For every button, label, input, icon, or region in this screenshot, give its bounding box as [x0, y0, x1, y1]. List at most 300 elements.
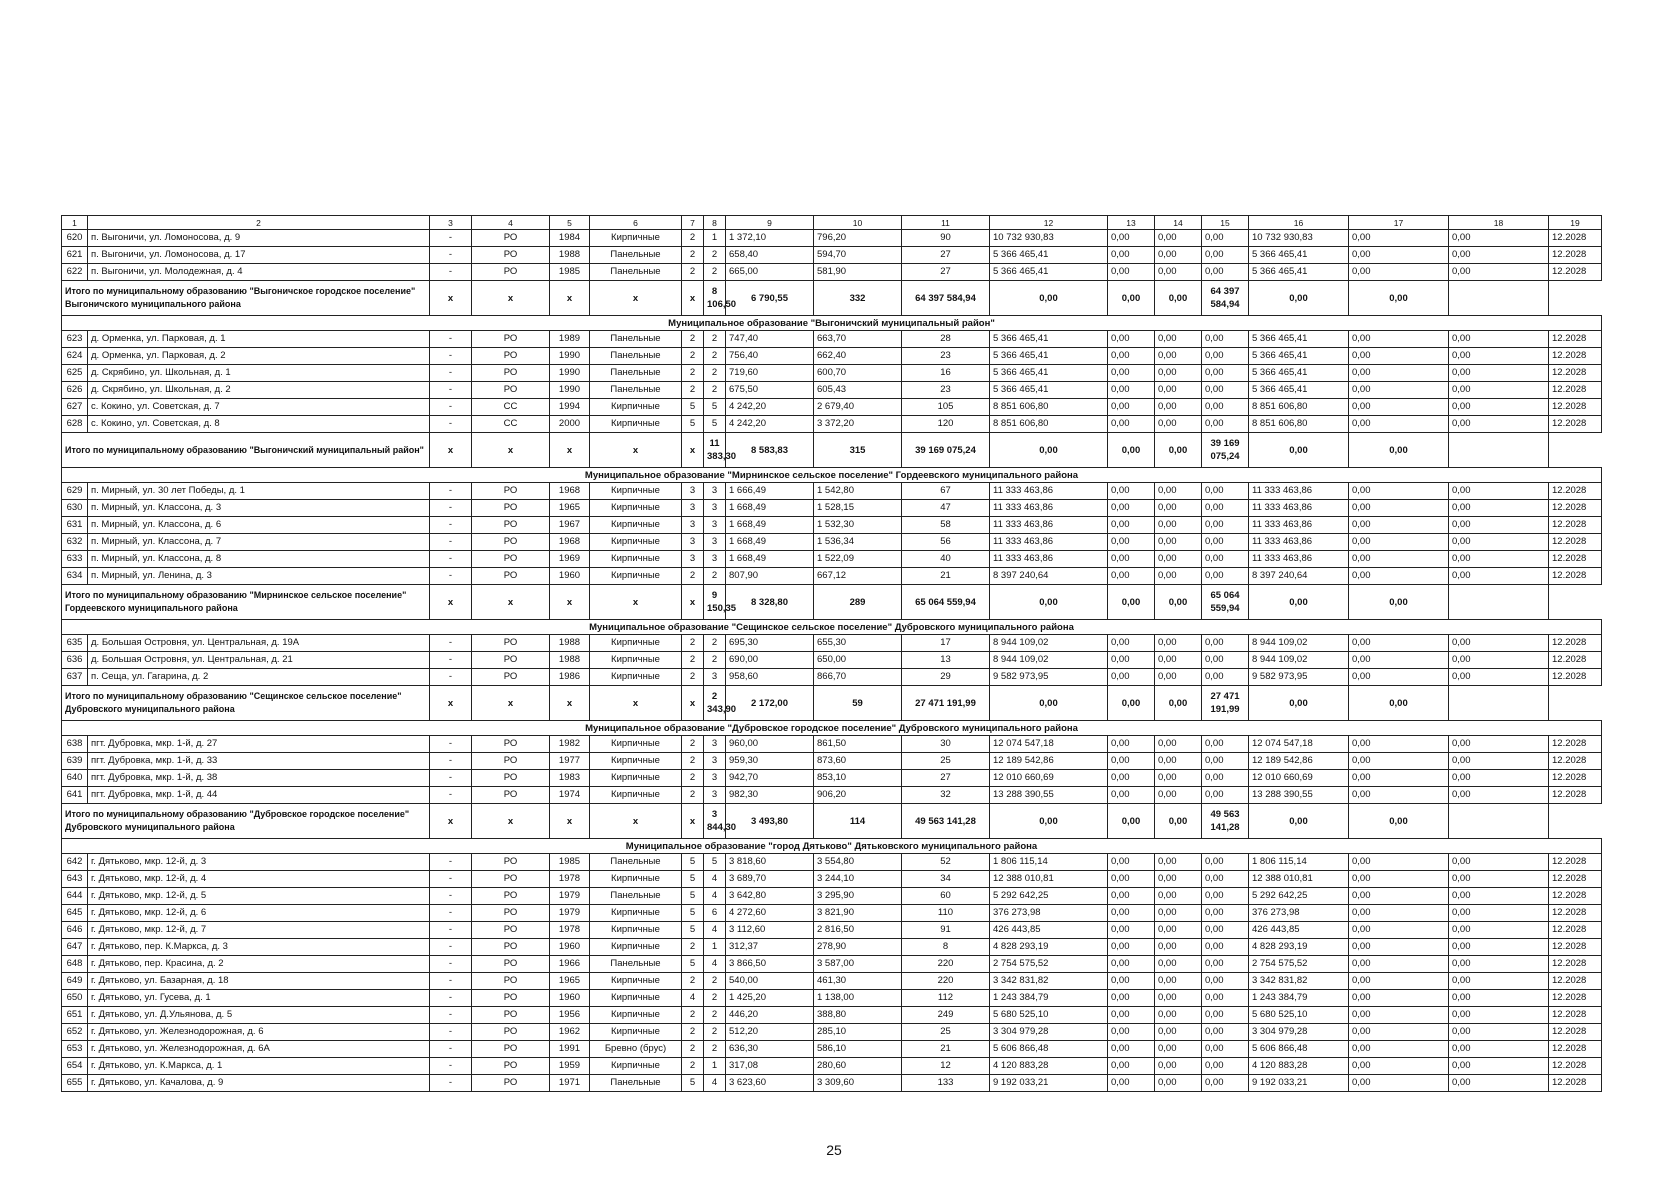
table-cell: 3 [682, 551, 704, 568]
table-cell: 512,20 [726, 1024, 814, 1041]
table-cell: 1979 [550, 888, 590, 905]
table-cell: 12.2028 [1549, 888, 1602, 905]
table-cell: 0,00 [1108, 399, 1155, 416]
table-cell: 0,00 [1202, 854, 1249, 871]
total-cell: 0,00 [1108, 585, 1155, 620]
column-number-cell: 19 [1549, 216, 1602, 230]
table-cell: 1988 [550, 652, 590, 669]
total-cell: x [590, 804, 682, 839]
table-cell: 1985 [550, 854, 590, 871]
section-title: Муниципальное образование "Сещинское сельское поселение" Дубровского муниципального района [62, 620, 1602, 635]
total-cell: 332 [814, 281, 902, 316]
table-cell: 2 [682, 973, 704, 990]
table-cell: 8 944 109,02 [1249, 635, 1349, 652]
table-cell: п. Мирный, ул. Классона, д. 3 [88, 500, 430, 517]
page-number: 25 [826, 1142, 842, 1158]
table-cell: 594,70 [814, 247, 902, 264]
table-cell: 5 [682, 956, 704, 973]
table-cell: пгт. Дубровка, мкр. 1-й, д. 38 [88, 770, 430, 787]
table-cell: - [430, 652, 472, 669]
section-title: Муниципальное образование "Мирнинское сельское поселение" Гордеевского муниципального района [62, 468, 1602, 483]
table-cell: 0,00 [1202, 517, 1249, 534]
table-cell: РО [472, 264, 550, 281]
table-cell: РО [472, 990, 550, 1007]
table-cell: 11 333 463,86 [990, 483, 1108, 500]
table-cell: 12.2028 [1549, 1024, 1602, 1041]
table-cell: 9 192 033,21 [990, 1075, 1108, 1092]
total-cell: 59 [814, 686, 902, 721]
table-cell: 461,30 [814, 973, 902, 990]
table-cell: 3 [682, 500, 704, 517]
table-cell: Кирпичные [590, 939, 682, 956]
table-cell: РО [472, 1041, 550, 1058]
table-cell: 12 388 010,81 [1249, 871, 1349, 888]
table-cell: 2 [682, 348, 704, 365]
table-cell: 2 [704, 652, 726, 669]
table-cell: 0,00 [1155, 956, 1202, 973]
table-cell: 0,00 [1449, 1075, 1549, 1092]
table-cell: 2 679,40 [814, 399, 902, 416]
table-cell: 0,00 [1108, 551, 1155, 568]
table-cell: 12.2028 [1549, 1058, 1602, 1075]
table-cell: 25 [902, 1024, 990, 1041]
total-cell: x [430, 686, 472, 721]
table-cell: 1968 [550, 534, 590, 551]
table-cell: 1982 [550, 736, 590, 753]
table-cell: 0,00 [1108, 1041, 1155, 1058]
table-cell: 0,00 [1108, 517, 1155, 534]
total-label: Итого по муниципальному образованию "Мирнинское сельское поселение" Гордеевского муниципального района [62, 585, 430, 620]
table-cell: 2 [704, 1007, 726, 1024]
table-cell: 1986 [550, 669, 590, 686]
table-cell: 0,00 [1155, 770, 1202, 787]
table-cell: 0,00 [1108, 500, 1155, 517]
table-cell: 0,00 [1349, 669, 1449, 686]
table-cell: 0,00 [1108, 753, 1155, 770]
table-cell: 5 [682, 399, 704, 416]
table-cell: 0,00 [1202, 888, 1249, 905]
table-cell: Кирпичные [590, 922, 682, 939]
table-cell: 0,00 [1108, 382, 1155, 399]
table-cell: г. Дятьково, ул. Базарная, д. 18 [88, 973, 430, 990]
table-cell: г. Дятьково, ул. Д.Ульянова, д. 5 [88, 1007, 430, 1024]
table-cell: 0,00 [1349, 483, 1449, 500]
table-cell: 2 [682, 635, 704, 652]
table-cell: 0,00 [1349, 1058, 1449, 1075]
table-cell: - [430, 1007, 472, 1024]
table-cell: 12 388 010,81 [990, 871, 1108, 888]
table-cell: 3 [682, 534, 704, 551]
table-cell: 4 272,60 [726, 905, 814, 922]
table-cell: 0,00 [1449, 635, 1549, 652]
table-cell: 12.2028 [1549, 331, 1602, 348]
table-cell: 0,00 [1349, 990, 1449, 1007]
table-cell: - [430, 888, 472, 905]
table-row [62, 973, 1602, 990]
table-cell: РО [472, 956, 550, 973]
section-title: Муниципальное образование "город Дятьково" Дятьковского муниципального района [62, 839, 1602, 854]
table-cell: - [430, 922, 472, 939]
table-cell: 0,00 [1202, 534, 1249, 551]
table-cell: - [430, 635, 472, 652]
column-number-cell: 8 [704, 216, 726, 230]
table-cell: с. Кокино, ул. Советская, д. 7 [88, 399, 430, 416]
table-cell: 8 851 606,80 [1249, 416, 1349, 433]
table-cell: 3 [704, 770, 726, 787]
table-cell: 0,00 [1155, 635, 1202, 652]
table-cell: 12.2028 [1549, 365, 1602, 382]
table-cell: 1966 [550, 956, 590, 973]
table-cell: 1 668,49 [726, 500, 814, 517]
table-cell: 629 [62, 483, 88, 500]
table-cell: 112 [902, 990, 990, 1007]
total-cell: 8 106,50 [704, 281, 726, 316]
table-cell: 0,00 [1202, 652, 1249, 669]
table-row [62, 500, 1602, 517]
table-cell: 0,00 [1202, 264, 1249, 281]
table-cell: 1 425,20 [726, 990, 814, 1007]
table-cell: 3 309,60 [814, 1075, 902, 1092]
table-cell: Кирпичные [590, 1024, 682, 1041]
total-cell: x [550, 433, 590, 468]
table-cell: 4 120 883,28 [1249, 1058, 1349, 1075]
table-cell: - [430, 1041, 472, 1058]
table-cell: 0,00 [1155, 348, 1202, 365]
total-cell: 27 471 191,99 [902, 686, 990, 721]
table-cell: 5 680 525,10 [990, 1007, 1108, 1024]
table-row [62, 888, 1602, 905]
table-cell: 32 [902, 787, 990, 804]
table-cell: 0,00 [1108, 922, 1155, 939]
table-row [62, 416, 1602, 433]
table-cell: РО [472, 905, 550, 922]
table-cell: 2 [682, 753, 704, 770]
table-cell: 625 [62, 365, 88, 382]
table-cell: - [430, 534, 472, 551]
table-cell: 3 342 831,82 [1249, 973, 1349, 990]
table-cell: 11 333 463,86 [1249, 551, 1349, 568]
table-cell: 690,00 [726, 652, 814, 669]
table-cell: 605,43 [814, 382, 902, 399]
table-cell: 3 [704, 517, 726, 534]
table-cell: 0,00 [1449, 787, 1549, 804]
table-cell: 5 [682, 1075, 704, 1092]
table-cell: 67 [902, 483, 990, 500]
table-cell: 653 [62, 1041, 88, 1058]
table-cell: 1988 [550, 247, 590, 264]
table-cell: 3 [704, 787, 726, 804]
table-cell: 2 [682, 331, 704, 348]
total-cell: 2 343,90 [704, 686, 726, 721]
table-cell: 1965 [550, 973, 590, 990]
table-cell: Кирпичные [590, 534, 682, 551]
table-cell: - [430, 669, 472, 686]
table-cell: г. Дятьково, пер. Красина, д. 2 [88, 956, 430, 973]
table-cell: - [430, 854, 472, 871]
total-row [62, 804, 1602, 839]
total-cell: 0,00 [1249, 686, 1349, 721]
table-row [62, 1075, 1602, 1092]
table-cell: 13 [902, 652, 990, 669]
table-cell: 280,60 [814, 1058, 902, 1075]
table-cell: - [430, 956, 472, 973]
table-cell: д. Орменка, ул. Парковая, д. 2 [88, 348, 430, 365]
table-cell: 655,30 [814, 635, 902, 652]
table-cell: 249 [902, 1007, 990, 1024]
table-cell: 0,00 [1349, 551, 1449, 568]
table-cell: 866,70 [814, 669, 902, 686]
table-cell: Бревно (брус) [590, 1041, 682, 1058]
table-cell: 2 [704, 1041, 726, 1058]
table-cell: - [430, 736, 472, 753]
table-cell: 9 582 973,95 [1249, 669, 1349, 686]
table-cell: РО [472, 973, 550, 990]
table-cell: - [430, 517, 472, 534]
table-cell: Кирпичные [590, 500, 682, 517]
table-cell: 0,00 [1108, 652, 1155, 669]
table-cell: РО [472, 331, 550, 348]
total-cell: x [682, 433, 704, 468]
table-cell: 0,00 [1155, 416, 1202, 433]
table-cell: 8 944 109,02 [1249, 652, 1349, 669]
table-cell: 1960 [550, 568, 590, 585]
table-cell: 0,00 [1155, 230, 1202, 247]
table-cell: 58 [902, 517, 990, 534]
table-cell: 2 [682, 1007, 704, 1024]
table-cell: 5 366 465,41 [1249, 331, 1349, 348]
table-cell: 747,40 [726, 331, 814, 348]
table-cell: 0,00 [1449, 483, 1549, 500]
table-cell: 0,00 [1349, 247, 1449, 264]
table-cell: 5 366 465,41 [990, 264, 1108, 281]
table-cell: 11 333 463,86 [990, 551, 1108, 568]
table-cell: 0,00 [1349, 365, 1449, 382]
table-cell: 2 [682, 382, 704, 399]
table-cell: 638 [62, 736, 88, 753]
table-cell: 0,00 [1349, 382, 1449, 399]
table-cell: 0,00 [1108, 736, 1155, 753]
table-cell: пгт. Дубровка, мкр. 1-й, д. 27 [88, 736, 430, 753]
table-cell: 0,00 [1108, 669, 1155, 686]
table-cell: 0,00 [1449, 905, 1549, 922]
table-cell: 637 [62, 669, 88, 686]
table-cell: 5 366 465,41 [990, 331, 1108, 348]
table-cell: п. Выгоничи, ул. Молодежная, д. 4 [88, 264, 430, 281]
total-cell: 9 150,35 [704, 585, 726, 620]
table-cell: 0,00 [1155, 534, 1202, 551]
table-row [62, 247, 1602, 264]
table-cell: 110 [902, 905, 990, 922]
total-cell: 0,00 [1155, 804, 1202, 839]
table-cell: 12.2028 [1549, 922, 1602, 939]
table-cell: 1 806 115,14 [1249, 854, 1349, 871]
column-number-cell: 4 [472, 216, 550, 230]
total-cell: 0,00 [1249, 281, 1349, 316]
table-row [62, 382, 1602, 399]
total-cell: 0,00 [1349, 585, 1449, 620]
table-cell: 0,00 [1449, 1007, 1549, 1024]
table-cell: 0,00 [1155, 1058, 1202, 1075]
table-cell: 8 944 109,02 [990, 635, 1108, 652]
table-cell: 1 666,49 [726, 483, 814, 500]
total-cell: 0,00 [1249, 433, 1349, 468]
table-cell: 0,00 [1202, 939, 1249, 956]
table-cell: 0,00 [1349, 956, 1449, 973]
table-cell: 2 [682, 939, 704, 956]
table-cell: 2 754 575,52 [990, 956, 1108, 973]
table-cell: 651 [62, 1007, 88, 1024]
table-cell: РО [472, 483, 550, 500]
section-title: Муниципальное образование "Выгоничский муниципальный район" [62, 316, 1602, 331]
table-cell: 2 [682, 652, 704, 669]
table-cell: 105 [902, 399, 990, 416]
total-cell: 0,00 [1108, 804, 1155, 839]
column-number-cell: 15 [1202, 216, 1249, 230]
table-cell: 0,00 [1155, 871, 1202, 888]
table-cell: Кирпичные [590, 1058, 682, 1075]
table-cell: 0,00 [1349, 1075, 1449, 1092]
table-cell: 3 295,90 [814, 888, 902, 905]
table-cell: 0,00 [1108, 416, 1155, 433]
total-cell: x [590, 281, 682, 316]
table-cell: 2 [682, 365, 704, 382]
table-cell: 12.2028 [1549, 787, 1602, 804]
table-cell: 2 [682, 1058, 704, 1075]
table-cell: 853,10 [814, 770, 902, 787]
table-cell: 2 [704, 1024, 726, 1041]
table-cell: 1 243 384,79 [990, 990, 1108, 1007]
column-number-cell: 2 [88, 216, 430, 230]
total-cell: x [590, 686, 682, 721]
table-cell: 60 [902, 888, 990, 905]
column-number-cell: 12 [990, 216, 1108, 230]
table-cell: 10 732 930,83 [990, 230, 1108, 247]
table-cell: 0,00 [1349, 1007, 1449, 1024]
table-cell: 376 273,98 [990, 905, 1108, 922]
table-cell: 12.2028 [1549, 905, 1602, 922]
table-cell: 665,00 [726, 264, 814, 281]
table-cell: 0,00 [1108, 871, 1155, 888]
table-row [62, 770, 1602, 787]
table-cell: 0,00 [1108, 787, 1155, 804]
table-cell: 12.2028 [1549, 483, 1602, 500]
table-cell: 9 192 033,21 [1249, 1075, 1349, 1092]
table-cell: 0,00 [1155, 939, 1202, 956]
table-cell: 0,00 [1202, 382, 1249, 399]
table-cell: 376 273,98 [1249, 905, 1349, 922]
table-cell: РО [472, 787, 550, 804]
table-cell: СС [472, 399, 550, 416]
table-cell: 11 333 463,86 [1249, 534, 1349, 551]
table-cell: 1960 [550, 939, 590, 956]
table-cell: Панельные [590, 382, 682, 399]
table-cell: Кирпичные [590, 652, 682, 669]
total-cell: 65 064 559,94 [1202, 585, 1249, 620]
total-cell: 0,00 [1108, 433, 1155, 468]
table-cell: г. Дятьково, ул. Качалова, д. 9 [88, 1075, 430, 1092]
table-cell: д. Орменка, ул. Парковая, д. 1 [88, 331, 430, 348]
table-cell: 0,00 [1108, 534, 1155, 551]
table-cell: 1 806 115,14 [990, 854, 1108, 871]
column-number-cell: 14 [1155, 216, 1202, 230]
table-cell: 0,00 [1449, 1041, 1549, 1058]
table-cell: РО [472, 652, 550, 669]
table-cell: 3 [704, 551, 726, 568]
table-cell: 0,00 [1108, 956, 1155, 973]
table-cell: 1977 [550, 753, 590, 770]
total-cell: 0,00 [1155, 686, 1202, 721]
table-cell: 1984 [550, 230, 590, 247]
total-cell: x [590, 585, 682, 620]
table-cell: - [430, 365, 472, 382]
table-cell: 1990 [550, 382, 590, 399]
table-cell: 27 [902, 264, 990, 281]
section-header-row [62, 468, 1602, 483]
table-cell: РО [472, 1007, 550, 1024]
table-cell: Кирпичные [590, 399, 682, 416]
table-cell: г. Дятьково, мкр. 12-й, д. 3 [88, 854, 430, 871]
table-cell: 0,00 [1108, 1058, 1155, 1075]
table-row [62, 1058, 1602, 1075]
table-cell: 1 528,15 [814, 500, 902, 517]
table-cell: 426 443,85 [990, 922, 1108, 939]
table-cell: 2 [704, 264, 726, 281]
table-cell: 1983 [550, 770, 590, 787]
table-cell: Кирпичные [590, 753, 682, 770]
table-cell: 624 [62, 348, 88, 365]
total-cell: 0,00 [990, 585, 1108, 620]
table-cell: 5 [682, 888, 704, 905]
table-cell: - [430, 500, 472, 517]
table-cell: 12.2028 [1549, 854, 1602, 871]
table-cell: 3 818,60 [726, 854, 814, 871]
table-cell: 9 582 973,95 [990, 669, 1108, 686]
total-cell: 64 397 584,94 [902, 281, 990, 316]
table-cell: 5 [682, 871, 704, 888]
table-cell: 11 333 463,86 [990, 517, 1108, 534]
table-cell: 11 333 463,86 [1249, 500, 1349, 517]
table-cell: 4 [704, 888, 726, 905]
table-cell: 8 397 240,64 [1249, 568, 1349, 585]
total-cell: 0,00 [1249, 585, 1349, 620]
table-cell: 0,00 [1349, 905, 1449, 922]
table-cell: 0,00 [1108, 1024, 1155, 1041]
table-cell: - [430, 753, 472, 770]
column-number-cell: 11 [902, 216, 990, 230]
table-cell: 12 010 660,69 [990, 770, 1108, 787]
column-number-cell: 6 [590, 216, 682, 230]
table-cell: 0,00 [1449, 331, 1549, 348]
total-cell: x [550, 585, 590, 620]
table-cell: 1979 [550, 905, 590, 922]
table-cell: 13 288 390,55 [990, 787, 1108, 804]
table-cell: 0,00 [1202, 399, 1249, 416]
total-cell-empty [1449, 281, 1549, 316]
total-cell: 27 471 191,99 [1202, 686, 1249, 721]
column-number-cell: 1 [62, 216, 88, 230]
table-cell: РО [472, 230, 550, 247]
total-cell: x [430, 433, 472, 468]
table-cell: РО [472, 922, 550, 939]
table-cell: 0,00 [1449, 382, 1549, 399]
table-cell: 12.2028 [1549, 669, 1602, 686]
table-cell: 0,00 [1108, 331, 1155, 348]
table-cell: 4 [682, 990, 704, 1007]
table-cell: Панельные [590, 365, 682, 382]
table-row [62, 939, 1602, 956]
table-cell: 5 366 465,41 [1249, 382, 1349, 399]
total-cell: 0,00 [1349, 433, 1449, 468]
